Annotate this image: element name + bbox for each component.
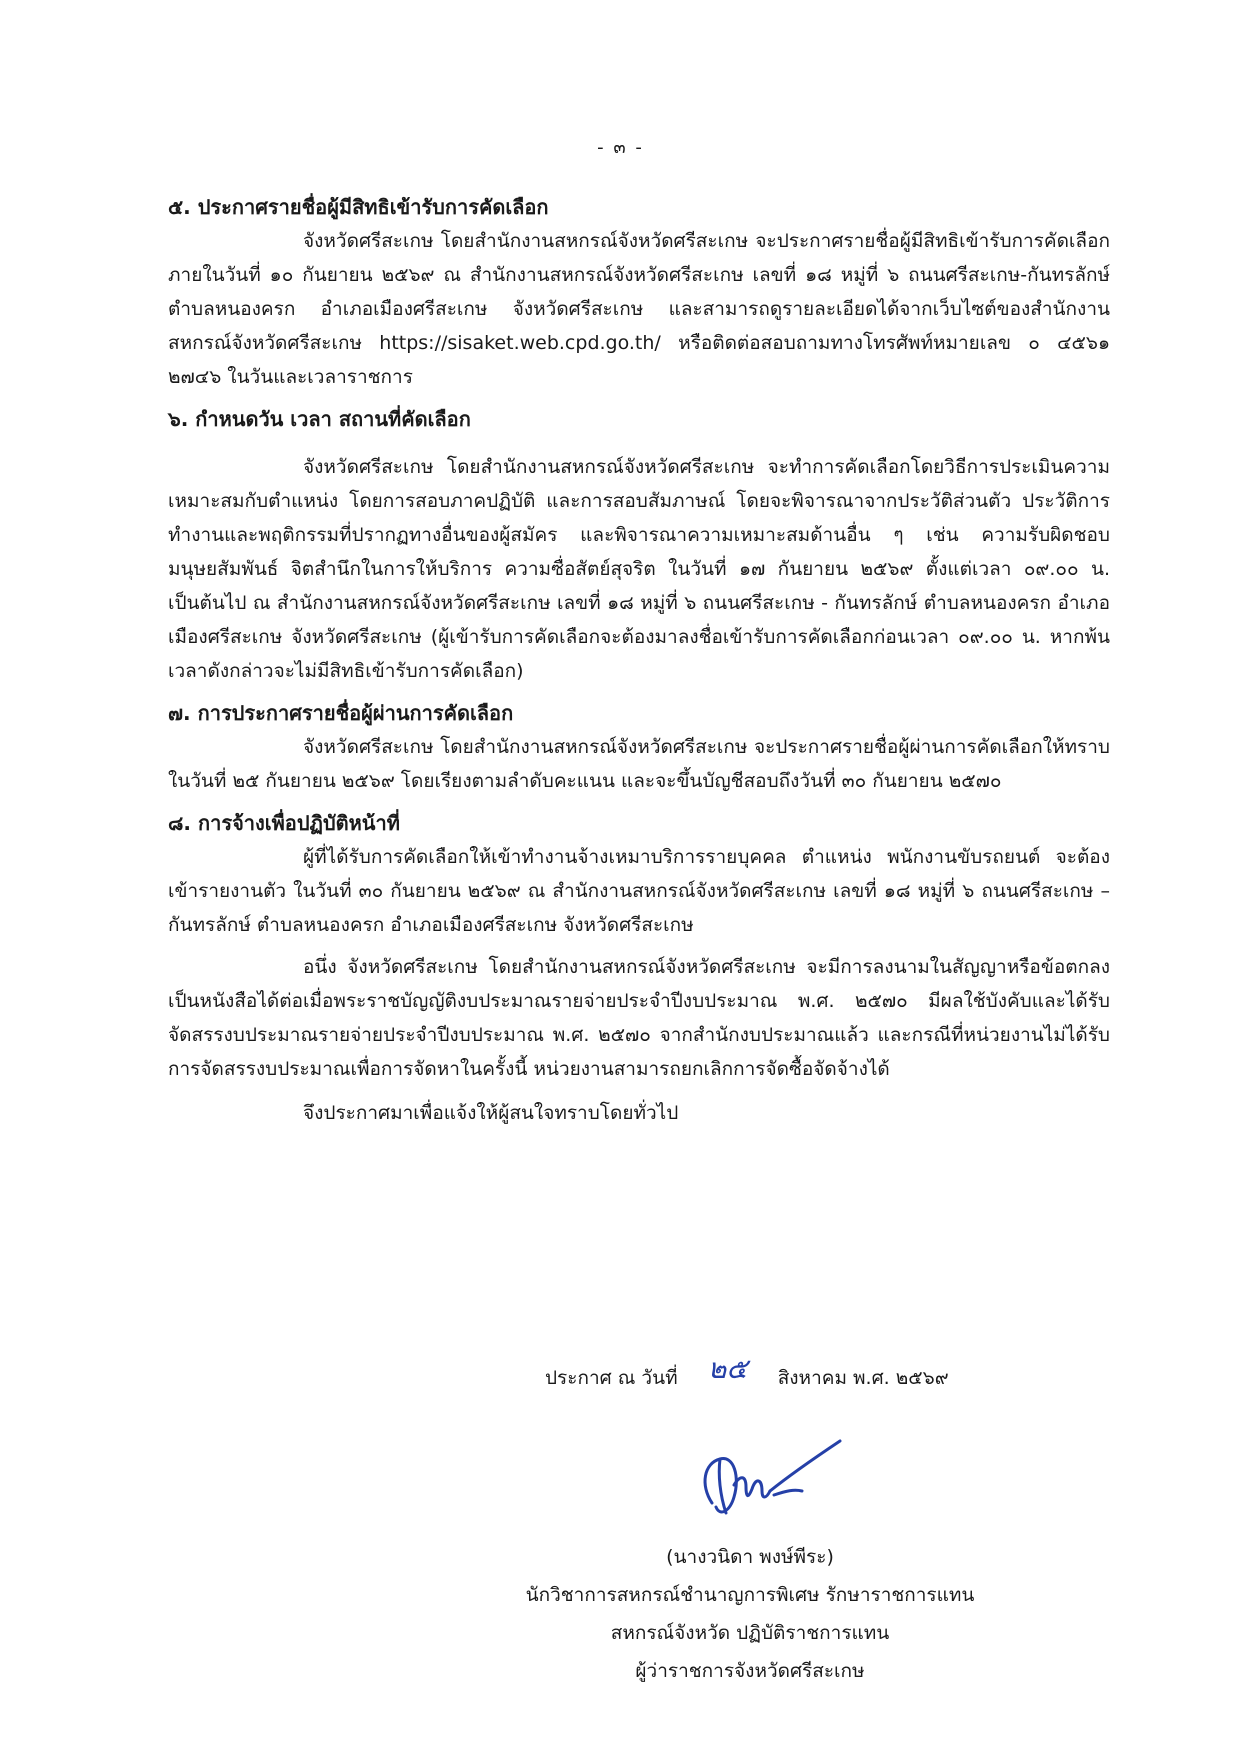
page-number: - ๓ -: [597, 137, 644, 158]
section-7: [168, 696, 1110, 798]
section-6: [168, 402, 1110, 688]
section-8-paragraph-2: อนึ่ง จังหวัดศรีสะเกษ โดยสำนักงานสหกรณ์จังหวัดศรีสะเกษ จะมีการลงนามในสัญญาหรือข้อตกลงเป็นหนังสือได้ต่อเมื่อพระราชบัญญัติงบประมาณรายจ่ายประจำปีงบประมาณ พ.ศ. ๒๕๗๐ มีผลใช้บังคับและได้รับจัดสรรงบประมาณรายจ่ายประจำปีงบประมาณ พ.ศ. ๒๕๗๐ จากสำนักงบประมาณแล้ว และกรณีที่หน่วยงานไม่ได้รับการจัดสรรงบประมาณเพื่อการจัดหาในครั้งนี้ หน่วยงานสามารถยกเลิกการจัดซื้อจัดจ้างได้: [168, 956, 1110, 1080]
date-day-handwritten: ๒๕: [707, 1352, 748, 1385]
section-7-heading: ๗. การประกาศรายชื่อผู้ผ่านการคัดเลือก: [168, 701, 514, 725]
date-prefix: ประกาศ ณ วันที่: [545, 1367, 678, 1389]
section-8-paragraph-1: ผู้ที่ได้รับการคัดเลือกให้เข้าทำงานจ้างเหมาบริการรายบุคคล ตำแหน่ง พนักงานขับรถยนต์ จะต้องเข้ารายงานตัว ในวันที่ ๓๐ กันยายน ๒๕๖๙ ณ สำนักงานสหกรณ์จังหวัดศรีสะเกษ เลขที่ ๑๘ หมู่ที่ ๖ ถนนศรีสะเกษ – กันทรลักษ์ ตำบลหนองครก อำเภอเมืองศรีสะเกษ จังหวัดศรีสะเกษ: [168, 846, 1110, 936]
section-8: [168, 806, 1110, 1086]
closing-statement: จึงประกาศมาเพื่อแจ้งให้ผู้สนใจทราบโดยทั่วไป: [303, 1102, 679, 1124]
date-suffix: สิงหาคม พ.ศ. ๒๕๖๙: [777, 1367, 949, 1389]
section-7-paragraph: จังหวัดศรีสะเกษ โดยสำนักงานสหกรณ์จังหวัดศรีสะเกษ จะประกาศรายชื่อผู้ผ่านการคัดเลือกให้ทราบในวันที่ ๒๕ กันยายน ๒๕๖๙ โดยเรียงตามลำดับคะแนน และจะขึ้นบัญชีสอบถึงวันที่ ๓๐ กันยายน ๒๕๗๐: [168, 736, 1110, 792]
handwritten-signature-icon: [690, 1425, 850, 1535]
signatory-position-1: นักวิชาการสหกรณ์ชำนาญการพิเศษ รักษาราชการแทน: [525, 1584, 975, 1606]
section-5-heading: ๕. ประกาศรายชื่อผู้มีสิทธิเข้ารับการคัดเลือก: [168, 195, 549, 219]
signatory-position-2: สหกรณ์จังหวัด ปฏิบัติราชการแทน: [610, 1622, 890, 1644]
document-body: [168, 190, 1110, 1130]
signatory-name: (นางวนิดา พงษ์พีระ): [666, 1546, 834, 1568]
announcement-date: [545, 1352, 949, 1395]
signatory-position-3: ผู้ว่าราชการจังหวัดศรีสะเกษ: [635, 1660, 865, 1682]
section-5-paragraph: จังหวัดศรีสะเกษ โดยสำนักงานสหกรณ์จังหวัดศรีสะเกษ จะประกาศรายชื่อผู้มีสิทธิเข้ารับการคัดเลือก ภายในวันที่ ๑๐ กันยายน ๒๕๖๙ ณ สำนักงานสหกรณ์จังหวัดศรีสะเกษ เลขที่ ๑๘ หมู่ที่ ๖ ถนนศรีสะเกษ-กันทรลักษ์ ตำบลหนองครก อำเภอเมืองศรีสะเกษ จังหวัดศรีสะเกษ และสามารถดูรายละเอียดได้จากเว็บไซต์ของสำนักงานสหกรณ์จังหวัดศรีสะเกษ https://sisaket.web.cpd.go.th/ หรือติดต่อสอบถามทางโทรศัพท์หมายเลข ๐ ๔๕๖๑ ๒๗๔๖ ในวันและเวลาราชการ: [168, 230, 1110, 388]
section-5: [168, 190, 1110, 394]
section-8-heading: ๘. การจ้างเพื่อปฏิบัติหน้าที่: [168, 811, 400, 835]
signatory-block: [470, 1538, 1030, 1690]
section-6-heading: ๖. กำหนดวัน เวลา สถานที่คัดเลือก: [168, 407, 471, 431]
section-6-paragraph: จังหวัดศรีสะเกษ โดยสำนักงานสหกรณ์จังหวัดศรีสะเกษ จะทำการคัดเลือกโดยวิธีการประเมินความเหมาะสมกับตำแหน่ง โดยการสอบภาคปฏิบัติ และการสอบสัมภาษณ์ โดยจะพิจารณาจากประวัติส่วนตัว ประวัติการทำงานและพฤติกรรมที่ปรากฏทางอื่นของผู้สมัคร และพิจารณาความเหมาะสมด้านอื่น ๆ เช่น ความรับผิดชอบ มนุษยสัมพันธ์ จิตสำนึกในการให้บริการ ความซื่อสัตย์สุจริต ในวันที่ ๑๗ กันยายน ๒๕๖๙ ตั้งแต่เวลา ๐๙.๐๐ น. เป็นต้นไป ณ สำนักงานสหกรณ์จังหวัดศรีสะเกษ เลขที่ ๑๘ หมู่ที่ ๖ ถนนศรีสะเกษ - กันทรลักษ์ ตำบลหนองครก อำเภอเมืองศรีสะเกษ จังหวัดศรีสะเกษ (ผู้เข้ารับการคัดเลือกจะต้องมาลงชื่อเข้ารับการคัดเลือกก่อนเวลา ๐๙.๐๐ น. หากพ้นเวลาดังกล่าวจะไม่มีสิทธิเข้ารับการคัดเลือก): [168, 456, 1110, 682]
